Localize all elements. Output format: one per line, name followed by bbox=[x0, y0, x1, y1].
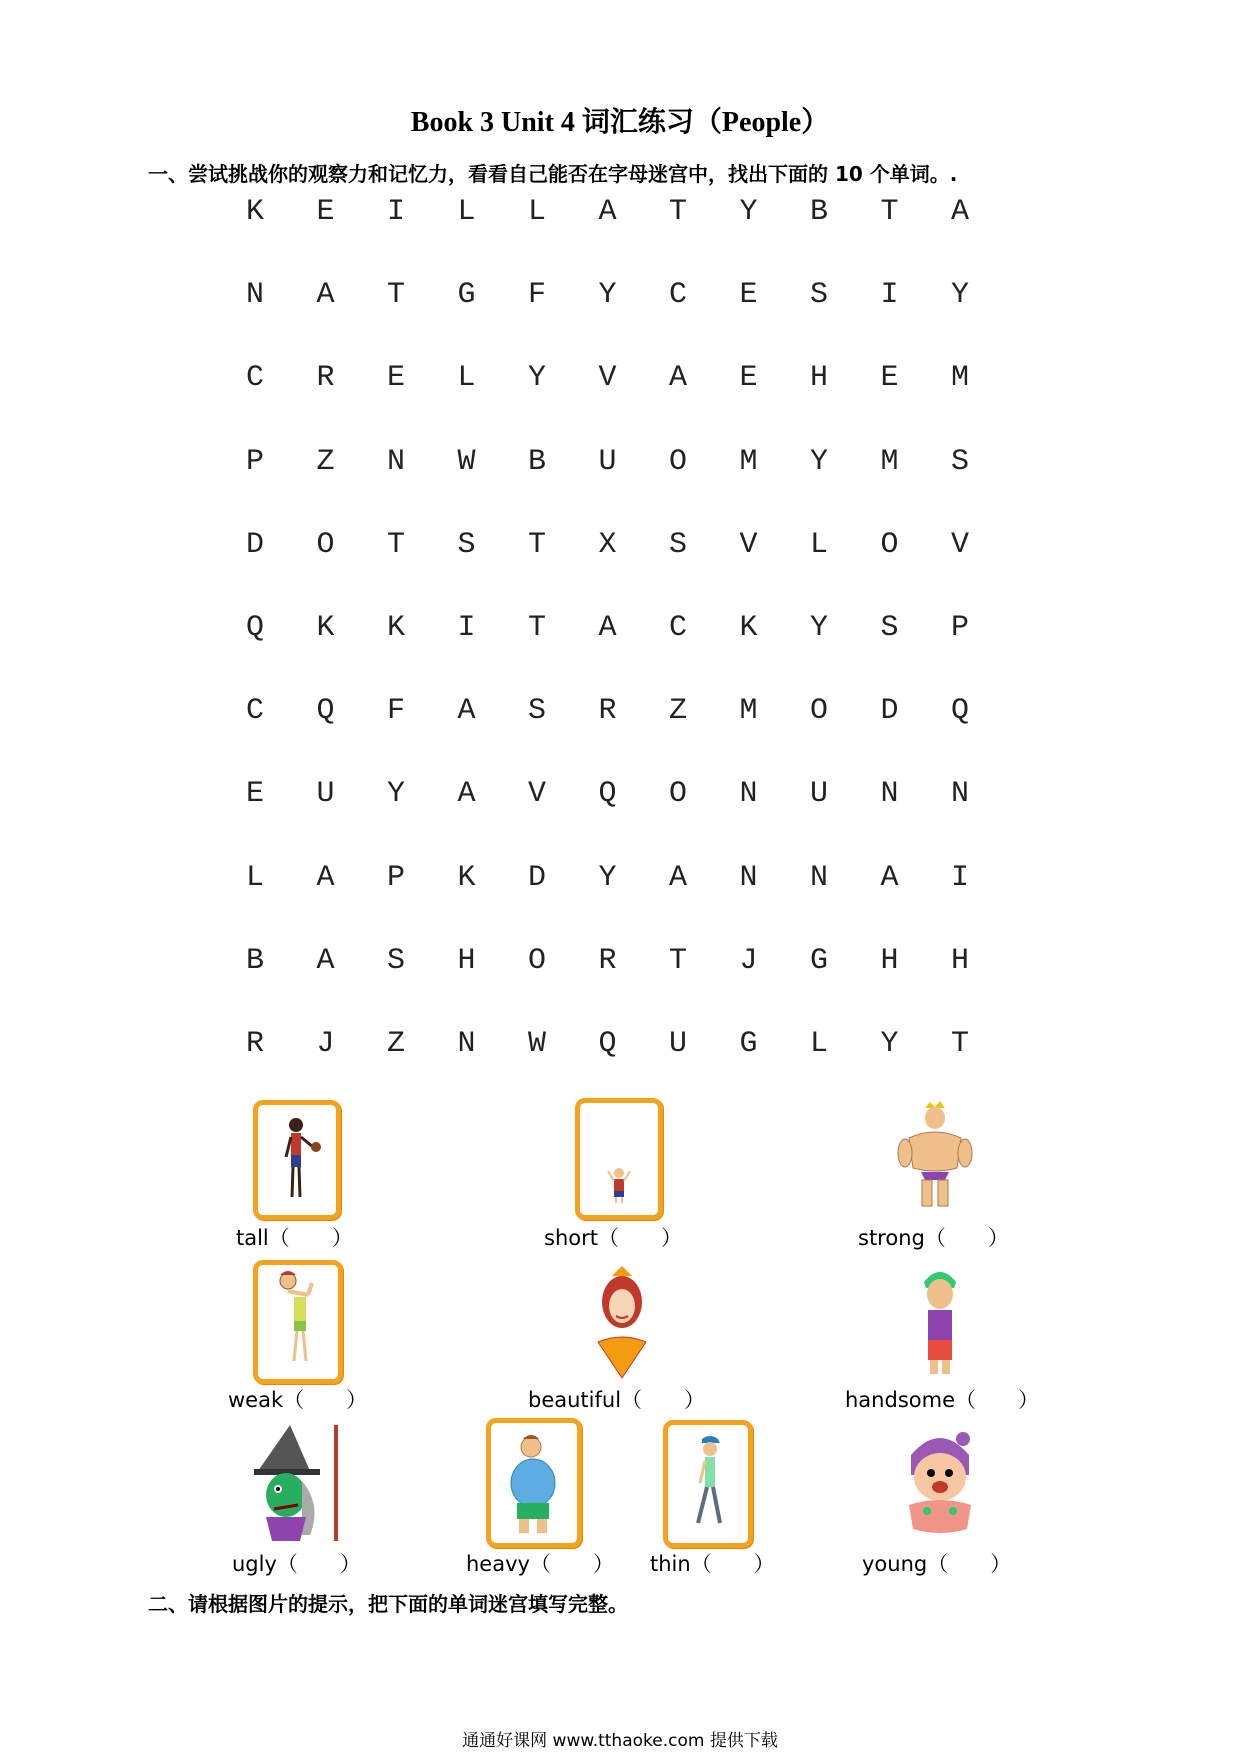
grid-letter: Q bbox=[598, 1027, 617, 1061]
grid-letter: Y bbox=[880, 1027, 899, 1061]
grid-letter: T bbox=[386, 527, 405, 562]
grid-letter: B bbox=[527, 444, 546, 479]
grid-letter: C bbox=[245, 361, 264, 396]
grid-letter: P bbox=[245, 444, 264, 479]
grid-letter: M bbox=[880, 444, 899, 479]
grid-letter: X bbox=[598, 527, 617, 562]
thin-person-icon bbox=[668, 1425, 748, 1543]
short-person-icon bbox=[580, 1103, 658, 1215]
grid-letter: P bbox=[950, 611, 969, 645]
word-label-short: short（ ） bbox=[544, 1226, 682, 1250]
grid-letter: T bbox=[880, 195, 899, 229]
grid-letter: P bbox=[386, 860, 405, 895]
grid-letter: V bbox=[739, 527, 758, 562]
weak-person-icon bbox=[258, 1265, 338, 1379]
grid-letter: V bbox=[598, 361, 617, 396]
grid-letter: A bbox=[950, 195, 969, 229]
grid-letter: Y bbox=[809, 611, 828, 645]
grid-letter: N bbox=[739, 860, 758, 895]
grid-letter: L bbox=[457, 195, 476, 229]
grid-letter: G bbox=[457, 278, 476, 313]
grid-letter: K bbox=[386, 611, 405, 645]
grid-letter: B bbox=[809, 195, 828, 229]
thin-picture-frame bbox=[663, 1420, 753, 1548]
grid-letter: Y bbox=[950, 278, 969, 313]
tall-picture-frame bbox=[253, 1100, 341, 1220]
grid-letter: A bbox=[668, 361, 687, 396]
grid-letter: K bbox=[316, 611, 335, 645]
grid-letter: E bbox=[880, 361, 899, 396]
grid-letter: O bbox=[668, 777, 687, 812]
word-label-tall: tall（ ） bbox=[236, 1226, 353, 1250]
grid-letter: N bbox=[457, 1027, 476, 1061]
word-label-weak: weak（ ） bbox=[228, 1388, 368, 1412]
grid-letter: E bbox=[386, 361, 405, 396]
grid-letter: O bbox=[527, 943, 546, 978]
grid-letter: E bbox=[245, 777, 264, 812]
grid-letter: I bbox=[950, 860, 969, 895]
grid-letter: A bbox=[457, 777, 476, 812]
grid-letter: E bbox=[316, 195, 335, 229]
word-label-ugly: ugly（ ） bbox=[232, 1552, 361, 1576]
grid-letter: S bbox=[668, 527, 687, 562]
grid-letter: Q bbox=[316, 694, 335, 729]
word-label-handsome: handsome（ ） bbox=[845, 1388, 1039, 1412]
young-child-icon bbox=[897, 1425, 983, 1537]
grid-letter: N bbox=[386, 444, 405, 479]
grid-letter: G bbox=[809, 943, 828, 978]
grid-letter: R bbox=[598, 943, 617, 978]
grid-letter: L bbox=[457, 361, 476, 396]
grid-letter: S bbox=[880, 611, 899, 645]
grid-letter: O bbox=[668, 444, 687, 479]
grid-letter: E bbox=[739, 278, 758, 313]
short-picture-frame bbox=[575, 1098, 663, 1220]
grid-letter: I bbox=[457, 611, 476, 645]
grid-letter: M bbox=[950, 361, 969, 396]
word-label-strong: strong（ ） bbox=[858, 1226, 1009, 1250]
grid-letter: A bbox=[598, 195, 617, 229]
grid-letter: V bbox=[950, 527, 969, 562]
grid-letter: V bbox=[527, 777, 546, 812]
grid-letter: L bbox=[245, 860, 264, 895]
grid-letter: Y bbox=[527, 361, 546, 396]
grid-letter: T bbox=[386, 278, 405, 313]
grid-letter: A bbox=[316, 278, 335, 313]
grid-letter: Q bbox=[598, 777, 617, 812]
grid-letter: Z bbox=[386, 1027, 405, 1061]
grid-letter: D bbox=[527, 860, 546, 895]
grid-letter: N bbox=[809, 860, 828, 895]
grid-letter: J bbox=[316, 1027, 335, 1061]
grid-letter: U bbox=[598, 444, 617, 479]
grid-letter: Z bbox=[316, 444, 335, 479]
grid-letter: Y bbox=[598, 278, 617, 313]
grid-letter: A bbox=[668, 860, 687, 895]
word-label-beautiful: beautiful（ ） bbox=[528, 1388, 706, 1412]
grid-letter: S bbox=[386, 943, 405, 978]
section2-instruction: 二、请根据图片的提示，把下面的单词迷宫填写完整。 bbox=[148, 1592, 628, 1616]
grid-letter: R bbox=[316, 361, 335, 396]
strong-picture bbox=[895, 1098, 975, 1214]
heavy-picture-frame bbox=[486, 1418, 582, 1548]
grid-letter: O bbox=[316, 527, 335, 562]
grid-letter: Y bbox=[739, 195, 758, 229]
grid-letter: I bbox=[386, 195, 405, 229]
word-label-heavy: heavy（ ） bbox=[466, 1552, 614, 1576]
grid-letter: A bbox=[316, 943, 335, 978]
grid-letter: H bbox=[950, 943, 969, 978]
grid-letter: F bbox=[527, 278, 546, 313]
word-label-young: young（ ） bbox=[862, 1552, 1012, 1576]
handsome-man-icon bbox=[910, 1262, 970, 1380]
grid-letter: U bbox=[316, 777, 335, 812]
grid-letter: H bbox=[809, 361, 828, 396]
grid-letter: Y bbox=[598, 860, 617, 895]
grid-letter: T bbox=[527, 527, 546, 562]
grid-letter: E bbox=[739, 361, 758, 396]
heavy-person-icon bbox=[491, 1423, 577, 1543]
grid-letter: K bbox=[739, 611, 758, 645]
grid-letter: S bbox=[950, 444, 969, 479]
grid-letter: K bbox=[457, 860, 476, 895]
grid-letter: Z bbox=[668, 694, 687, 729]
page-title: Book 3 Unit 4 词汇练习（People） bbox=[410, 107, 830, 138]
grid-letter: G bbox=[739, 1027, 758, 1061]
handsome-picture bbox=[910, 1262, 970, 1380]
ugly-picture bbox=[250, 1425, 340, 1541]
grid-letter: O bbox=[880, 527, 899, 562]
grid-letter: N bbox=[950, 777, 969, 812]
grid-letter: N bbox=[739, 777, 758, 812]
grid-letter: Y bbox=[386, 777, 405, 812]
grid-letter: A bbox=[880, 860, 899, 895]
section1-instruction: 一、尝试挑战你的观察力和记忆力，看看自己能否在字母迷宫中，找出下面的 10 个单词。. bbox=[148, 162, 958, 186]
tall-person-icon bbox=[258, 1105, 336, 1215]
grid-letter: U bbox=[668, 1027, 687, 1061]
ugly-witch-icon bbox=[250, 1425, 340, 1541]
grid-letter: T bbox=[950, 1027, 969, 1061]
grid-letter: C bbox=[245, 694, 264, 729]
grid-letter: B bbox=[245, 943, 264, 978]
grid-letter: U bbox=[809, 777, 828, 812]
grid-letter: F bbox=[386, 694, 405, 729]
grid-letter: M bbox=[739, 694, 758, 729]
grid-letter: N bbox=[245, 278, 264, 313]
grid-letter: D bbox=[880, 694, 899, 729]
grid-letter: L bbox=[527, 195, 546, 229]
grid-letter: Q bbox=[245, 611, 264, 645]
strong-person-icon bbox=[895, 1098, 975, 1214]
grid-letter: A bbox=[598, 611, 617, 645]
grid-letter: Q bbox=[950, 694, 969, 729]
grid-letter: S bbox=[457, 527, 476, 562]
grid-letter: K bbox=[245, 195, 264, 229]
word-label-thin: thin（ ） bbox=[650, 1552, 775, 1576]
grid-letter: C bbox=[668, 278, 687, 313]
grid-letter: T bbox=[527, 611, 546, 645]
grid-letter: H bbox=[880, 943, 899, 978]
grid-letter: W bbox=[527, 1027, 546, 1061]
grid-letter: L bbox=[809, 527, 828, 562]
grid-letter: W bbox=[457, 444, 476, 479]
grid-letter: D bbox=[245, 527, 264, 562]
young-picture bbox=[897, 1425, 983, 1537]
beautiful-woman-icon bbox=[590, 1262, 654, 1380]
grid-letter: J bbox=[739, 943, 758, 978]
grid-letter: S bbox=[809, 278, 828, 313]
grid-letter: I bbox=[880, 278, 899, 313]
grid-letter: H bbox=[457, 943, 476, 978]
grid-letter: A bbox=[457, 694, 476, 729]
grid-letter: Y bbox=[809, 444, 828, 479]
grid-letter: T bbox=[668, 943, 687, 978]
grid-letter: O bbox=[809, 694, 828, 729]
grid-letter: C bbox=[668, 611, 687, 645]
grid-letter: L bbox=[809, 1027, 828, 1061]
grid-letter: A bbox=[316, 860, 335, 895]
grid-letter: S bbox=[527, 694, 546, 729]
grid-letter: R bbox=[245, 1027, 264, 1061]
weak-picture-frame bbox=[253, 1260, 343, 1384]
grid-letter: N bbox=[880, 777, 899, 812]
grid-letter: R bbox=[598, 694, 617, 729]
page-footer: 通通好课网 www.tthaoke.com 提供下载 bbox=[462, 1731, 778, 1751]
grid-letter: M bbox=[739, 444, 758, 479]
grid-letter: T bbox=[668, 195, 687, 229]
beautiful-picture bbox=[590, 1262, 654, 1380]
